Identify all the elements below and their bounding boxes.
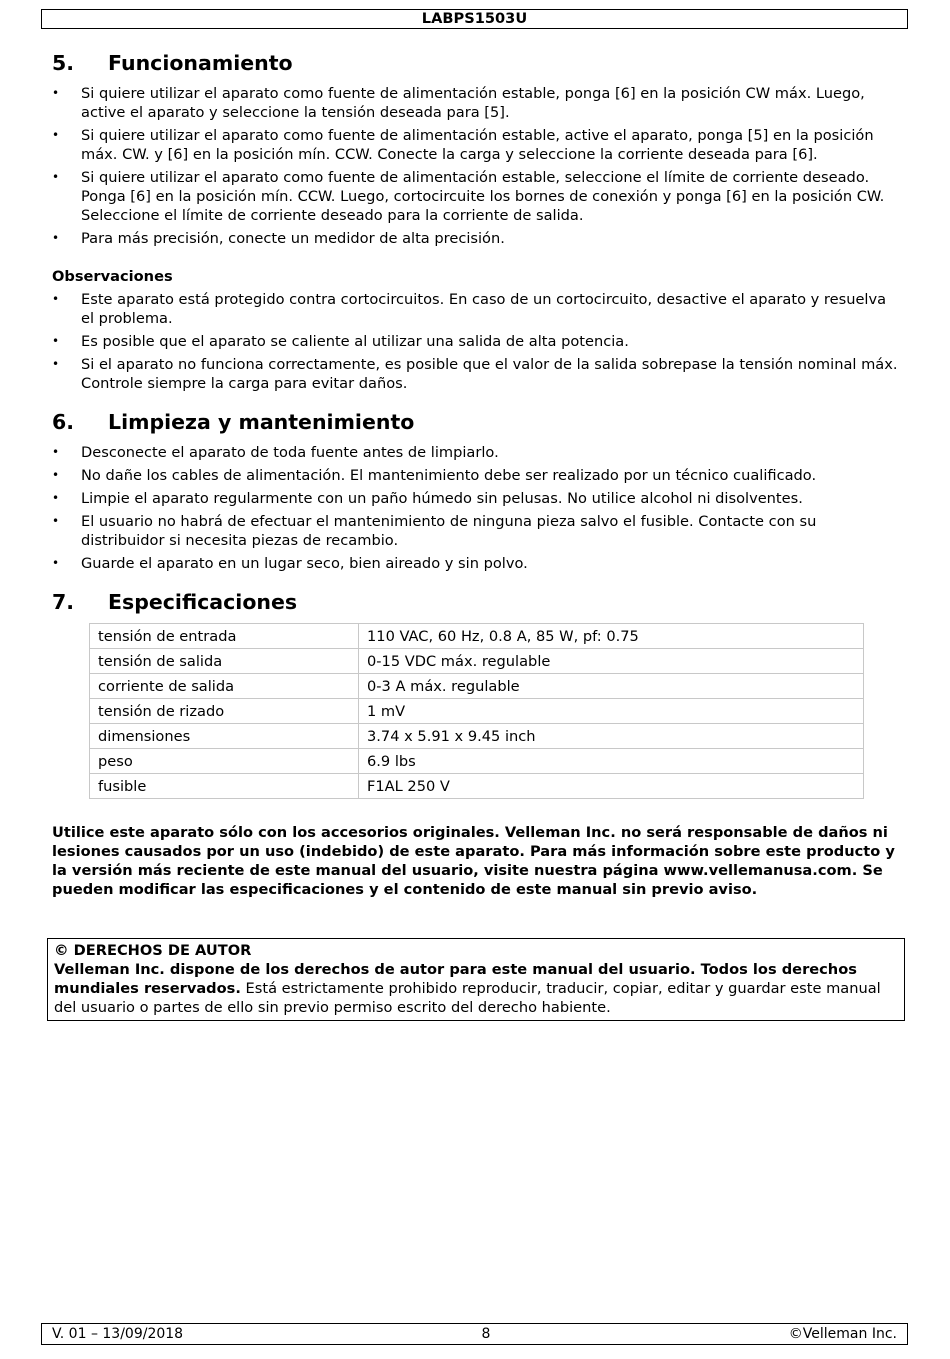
notes-list xyxy=(52,290,902,393)
page-number: 8 xyxy=(481,1325,491,1342)
table-row xyxy=(90,749,864,774)
spec-key: dimensiones xyxy=(90,724,359,749)
list-item: • Si quiere utilizar el aparato como fuente de alimentación estable, seleccione el límite de corriente deseado. Ponga [6] en la posición mín. CCW. Luego, cortocircuite los bornes de conexión y ponga [6] en la posición CW. Seleccione el límite de corriente deseado para la corriente de salida. xyxy=(52,168,902,225)
spec-value: 3.74 x 5.91 x 9.45 inch xyxy=(359,724,864,749)
model-name: LABPS1503U xyxy=(421,10,528,27)
list-item: • Guarde el aparato en un lugar seco, bien aireado y sin polvo. xyxy=(52,554,902,573)
spec-key: tensión de salida xyxy=(90,649,359,674)
section-6-heading xyxy=(52,409,902,435)
section-5-heading xyxy=(52,50,902,76)
spec-value: 6.9 lbs xyxy=(359,749,864,774)
list-item: • Si quiere utilizar el aparato como fuente de alimentación estable, ponga [6] en la posición CW máx. Luego, active el aparato y seleccione la tensión deseada para [5]. xyxy=(52,84,902,122)
list-item: • No dañe los cables de alimentación. El mantenimiento debe ser realizado por un técnico cualificado. xyxy=(52,466,902,485)
spec-value: 0-15 VDC máx. regulable xyxy=(359,649,864,674)
operation-list xyxy=(52,84,902,248)
copyright-title: © DERECHOS DE AUTOR xyxy=(54,942,252,959)
spec-value: 110 VAC, 60 Hz, 0.8 A, 85 W, pf: 0.75 xyxy=(359,624,864,649)
section-7-heading xyxy=(52,589,902,615)
page-footer xyxy=(41,1323,908,1345)
section-title: Especificaciones xyxy=(108,590,298,614)
section-number: 7. xyxy=(52,590,75,614)
copyright-box xyxy=(47,938,905,1021)
list-item: • Desconecte el aparato de toda fuente antes de limpiarlo. xyxy=(52,443,902,462)
list-item: • Limpie el aparato regularmente con un paño húmedo sin pelusas. No utilice alcohol ni disolventes. xyxy=(52,489,902,508)
copyright-text xyxy=(54,960,898,1017)
copyright-regular-text: Está estrictamente prohibido reproducir, traducir, copiar, editar y guardar este manual del usuario o partes de ello sin previo permiso escrito del derecho habiente. xyxy=(54,980,881,1016)
spec-key: tensión de entrada xyxy=(90,624,359,649)
copyright-bold-text: Velleman Inc. dispone de los derechos de autor para este manual del usuario. Todos los derechos mundiales reservados. xyxy=(54,961,857,997)
spec-key: peso xyxy=(90,749,359,774)
spec-key: tensión de rizado xyxy=(90,699,359,724)
notes-title: Observaciones xyxy=(52,268,173,285)
table-row xyxy=(90,699,864,724)
list-item: • Si quiere utilizar el aparato como fuente de alimentación estable, active el aparato, ponga [5] en la posición máx. CW. y [6] en la posición mín. CCW. Conecte la carga y seleccione la corriente deseada para [6]. xyxy=(52,126,902,164)
section-title: Funcionamiento xyxy=(108,51,293,75)
version-date: V. 01 – 13/09/2018 xyxy=(52,1325,184,1342)
table-row xyxy=(90,674,864,699)
list-item: • Para más precisión, conecte un medidor de alta precisión. xyxy=(52,229,902,248)
specs-table xyxy=(89,623,864,799)
spec-value: 1 mV xyxy=(359,699,864,724)
list-item: • El usuario no habrá de efectuar el mantenimiento de ninguna pieza salvo el fusible. Contacte con su distribuidor si necesita piezas de recambio. xyxy=(52,512,902,550)
maintenance-list xyxy=(52,443,902,573)
table-row xyxy=(90,649,864,674)
spec-key: corriente de salida xyxy=(90,674,359,699)
spec-key: fusible xyxy=(90,774,359,799)
table-row xyxy=(90,774,864,799)
page-header xyxy=(41,9,908,29)
table-row xyxy=(90,624,864,649)
disclaimer: Utilice este aparato sólo con los accesorios originales. Velleman Inc. no será responsable de daños ni lesiones causados por un uso (indebido) de este aparato. Para más información sobre este producto y la versión más reciente de este manual del usuario, visite nuestra página www.vellemanusa.com. Se pueden modificar las especificaciones y el contenido de este manual sin previo aviso. xyxy=(52,824,895,898)
list-item: • Si el aparato no funciona correctamente, es posible que el valor de la salida sobrepase la tensión nominal máx. Controle siempre la carga para evitar daños. xyxy=(52,355,902,393)
table-row xyxy=(90,724,864,749)
list-item: • Este aparato está protegido contra cortocircuitos. En caso de un cortocircuito, desactive el aparato y resuelva el problema. xyxy=(52,290,902,328)
section-title: Limpieza y mantenimiento xyxy=(108,410,415,434)
list-item: • Es posible que el aparato se caliente al utilizar una salida de alta potencia. xyxy=(52,332,902,351)
section-number: 6. xyxy=(52,410,75,434)
spec-value: 0-3 A máx. regulable xyxy=(359,674,864,699)
page-content xyxy=(52,50,902,899)
brand-copyright: ©Velleman Inc. xyxy=(788,1325,897,1342)
section-number: 5. xyxy=(52,51,75,75)
spec-value: F1AL 250 V xyxy=(359,774,864,799)
